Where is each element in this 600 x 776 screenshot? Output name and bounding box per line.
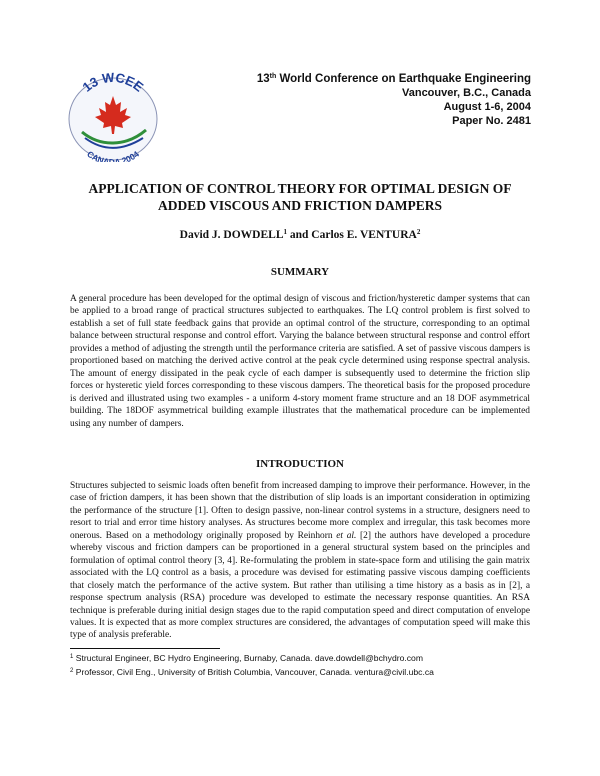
introduction-text: Structures subjected to seismic loads often benefit from increased damping to improve their performance. However, in the case of friction dampers, it has been shown that the distribution of slip loads is an important consideration in optimizing the performance of the structure [1]. Often to design passive, non-linear control systems in a structure, designers need to resort to trial and error time history analyses. As structures become more complex and irregular, this task becomes more onerous. Based on a methodology originally proposed by Reinhorn et al. [2] the authors have developed a procedure whereby viscous and friction dampers can be proportioned in a general structural system based on the principles and formulation of optimal control theory [3, 4]. Re-formulating the problem in state-space form and utilising the gain matrix associated with the LQ control as a basis, a procedure was devised for estimating passive viscous damping coefficients that closely match the performance of the active system. But rather than utilising a time history as a basis as in [2], a response spectrum analysis (RSA) procedure was developed to estimate the necessary response quantities. An RSA technique is preferable during initial design stages due to the rapid computation speed and direct computation of envelope values. It is expected that as more complex structures are considered, the advantages of computation speed will make this type of analysis preferable. [70, 481, 530, 641]
logo-text-top: 13 WCEE [79, 72, 147, 95]
conference-logo [60, 72, 166, 162]
footnote-divider [70, 648, 220, 649]
conference-dates: August 1-6, 2004 [443, 101, 531, 113]
author-1: David J. DOWDELL [179, 229, 284, 241]
author-2: Carlos E. VENTURA [311, 229, 417, 241]
conference-header [257, 72, 531, 128]
footnote-1: $^1$ Structural Engineer, BC Hydro Engineering, Burnaby, Canada. dave.dowdell@bchydro.com [70, 653, 423, 663]
logo-text-bottom: CANADA 2004 [85, 148, 141, 162]
paper-authors: David J. DOWDELL$^1$ and Carlos E. VENTURA$^2$ [179, 228, 421, 241]
footnote-2: $^2$ Professor, Civil Eng., University of British Columbia, Vancouver, Canada. ventura@civil.ubc.ca [70, 667, 434, 677]
paper-number: Paper No. 2481 [452, 115, 531, 127]
conference-location: Vancouver, B.C., Canada [402, 87, 531, 99]
summary-text: A general procedure has been developed for the optimal design of viscous and friction/hysteretic damper systems that can be applied to a broad range of practical structures subjected to earthquakes. The LQ control problem is first solved to establish a set of full state feedback gains that provide an optimal control of the structure, corresponding to an optimal balance between structural response and control effort. Varying the balance between structural response and control effort provides a method of adjusting the strength until the performance criteria are satisfied. A set of passive viscous dampers is proportioned based on matching the derived active control at the peak cycle determined using response spectral analysis. The amount of energy dissipated in the peak cycle of each damper is subsequently used to determine the friction slip forces or hysteretic yield forces corresponding to these viscous dampers. The theoretical basis for the proposed procedure is derived and illustrated using two examples - a uniform 4-story moment frame structure and an 18 DOF asymmetrical building. The 18DOF asymmetrical building example illustrates that the mathematical procedure can be implemented using any number of dampers. [70, 294, 530, 429]
paper-title: APPLICATION OF CONTROL THEORY FOR OPTIMAL DESIGN OF ADDED VISCOUS AND FRICTION DAMPERS [88, 181, 512, 213]
conference-name: 13th World Conference on Earthquake Engineering [256, 73, 531, 85]
summary-heading: SUMMARY [270, 266, 330, 278]
introduction-heading: INTRODUCTION [255, 458, 344, 470]
